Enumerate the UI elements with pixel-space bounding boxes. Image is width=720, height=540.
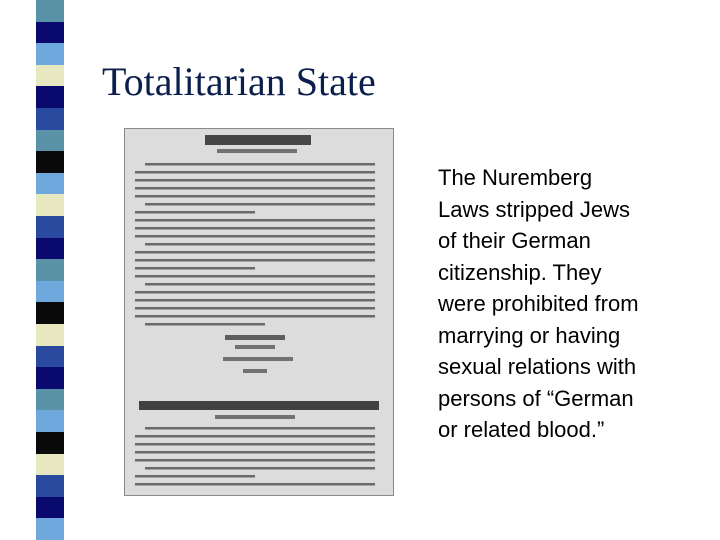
band-block <box>36 108 64 130</box>
band-block <box>36 281 64 303</box>
document-text-line <box>145 243 375 246</box>
slide-body-text: The Nuremberg Laws stripped Jews of their German citizenship. They were prohibited from marrying or having sexual relations with persons of “German or related blood.” <box>438 165 639 442</box>
band-block <box>36 389 64 411</box>
nuremberg-laws-document-image <box>124 128 394 496</box>
document-text-line <box>135 275 375 278</box>
document-text-line <box>145 203 375 206</box>
band-block <box>36 346 64 368</box>
band-block <box>36 22 64 44</box>
band-block <box>36 65 64 87</box>
document-text-line <box>135 315 375 318</box>
document-text-line <box>135 483 375 486</box>
document-text-line <box>135 235 375 238</box>
band-block <box>36 497 64 519</box>
document-scan-illustration <box>125 129 393 495</box>
band-block <box>36 454 64 476</box>
band-block <box>36 324 64 346</box>
document-text-line <box>135 475 255 478</box>
band-block <box>36 43 64 65</box>
document-text-line <box>135 459 375 462</box>
document-text-line <box>135 307 375 310</box>
document-text-line <box>135 179 375 182</box>
band-block <box>36 259 64 281</box>
band-block <box>36 475 64 497</box>
band-block <box>36 367 64 389</box>
document-text-line <box>145 283 375 286</box>
band-block <box>36 216 64 238</box>
document-text-line <box>145 467 375 470</box>
document-text-line <box>135 195 375 198</box>
document-text-line <box>135 291 375 294</box>
document-text-line <box>145 163 375 166</box>
band-block <box>36 518 64 540</box>
document-text-line <box>135 267 255 270</box>
document-text-line <box>135 251 375 254</box>
band-block <box>36 130 64 152</box>
band-block <box>36 238 64 260</box>
band-block <box>36 432 64 454</box>
decorative-color-band <box>36 0 64 540</box>
document-text-line <box>135 443 375 446</box>
document-text-line <box>135 299 375 302</box>
document-text-line <box>135 171 375 174</box>
band-block <box>36 0 64 22</box>
band-block <box>36 173 64 195</box>
band-block <box>36 151 64 173</box>
document-text-line <box>145 323 265 326</box>
band-block <box>36 410 64 432</box>
document-text-line <box>135 259 375 262</box>
document-text-line <box>135 187 375 190</box>
band-block <box>36 302 64 324</box>
document-text-line <box>135 227 375 230</box>
document-text-line <box>135 219 375 222</box>
document-text-line <box>135 451 375 454</box>
document-text-line <box>145 427 375 430</box>
band-block <box>36 194 64 216</box>
document-text-line <box>135 211 255 214</box>
slide-title: Totalitarian State <box>102 59 376 104</box>
document-text-line <box>135 435 375 438</box>
band-block <box>36 86 64 108</box>
